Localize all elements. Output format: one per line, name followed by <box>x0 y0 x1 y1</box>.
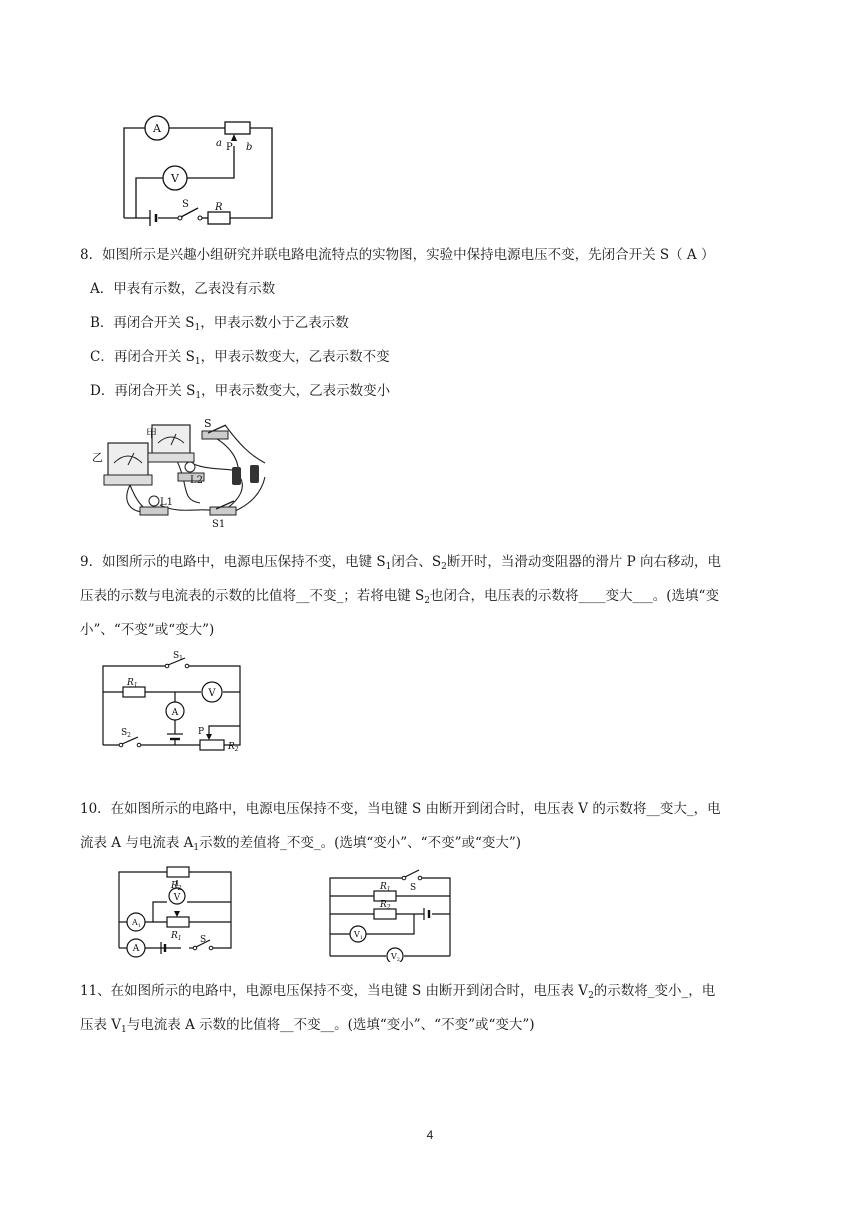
q8-stem: 8．如图所示是兴趣小组研究并联电路电流特点的实物图，实验中保持电源电压不变，先闭合开关 S（ A ） <box>80 247 715 263</box>
slider-end-b-label: b <box>246 142 253 153</box>
ammeter-label: A <box>171 708 179 718</box>
r2-label: $R_2$ <box>228 742 239 752</box>
ammeter-a1-label: $A_1$ <box>132 918 141 929</box>
q10-right-circuit-figure <box>324 862 454 962</box>
slider-p-label: P <box>226 142 233 153</box>
voltmeter-v1-label: $V_1$ <box>354 930 363 941</box>
q8-option-a: A．甲表有示数，乙表没有示数 <box>90 281 276 297</box>
page-number: 4 <box>426 1128 434 1142</box>
s2-label: $S_2$ <box>121 728 131 739</box>
switch-s-label: S <box>204 417 212 430</box>
bulb-l2-label: L2 <box>190 475 204 486</box>
meter-yi-label: 乙 <box>92 451 103 464</box>
r2-label: $R_2$ <box>171 881 182 892</box>
r1-label: $R_1$ <box>127 678 138 689</box>
q9-circuit-figure <box>95 648 255 752</box>
slider-p-label: P <box>198 727 205 737</box>
q9-line-1: 9．如图所示的电路中，电源电压保持不变，电键 $S_1$闭合、$S_2$断开时，当滑动变阻器的滑片 P 向右移动，电 <box>80 554 722 572</box>
switch-s1-label: S1 <box>212 519 226 527</box>
q8-physical-circuit-figure <box>90 415 280 527</box>
voltmeter-label: V <box>173 893 181 903</box>
q10-line-2: 流表 A 与电流表 $A_1$示数的差值将_不变_。(选填“变小”、“不变”或“变大”) <box>80 835 522 853</box>
r2-label: $R_2$ <box>380 900 391 911</box>
ammeter-a-label: A <box>132 944 140 954</box>
r1-label: $R_1$ <box>380 882 391 893</box>
voltmeter-v2-label: $V_2$ <box>391 952 400 962</box>
resistor-label: R <box>215 202 223 213</box>
voltmeter-label: V <box>208 688 216 699</box>
switch-s-label: S <box>410 883 417 893</box>
q8-option-d: D．再闭合开关 $S_1$，甲表示数变大，乙表示数变小 <box>90 383 391 401</box>
ammeter-label: A <box>153 122 161 135</box>
bulb-l1-label: L1 <box>160 497 174 508</box>
voltmeter-label: V <box>171 172 179 185</box>
switch-s-label: S <box>200 935 207 945</box>
s1-label: $S_1$ <box>173 651 183 662</box>
q10-line-1: 10．在如图所示的电路中，电源电压保持不变，当电键 S 由断开到闭合时，电压表 V 的示数将__变大_，电 <box>80 801 721 817</box>
q9-line-2: 压表的示数与电流表的示数的比值将__不变_；若将电键 $S_2$也闭合，电压表的示数将____变大___。(选填“变 <box>80 588 719 606</box>
q10-left-circuit-figure <box>113 862 239 962</box>
q8-option-c: C．再闭合开关 $S_1$，甲表示数变大，乙表示数不变 <box>90 349 390 367</box>
switch-label: S <box>182 199 189 210</box>
r1-label: $R_1$ <box>171 931 182 942</box>
q11-line-2: 压表 $V_1$与电流表 A 示数的比值将__不变__。(选填“变小”、“不变”或“变大”) <box>80 1017 535 1035</box>
q11-line-1: 11、在如图所示的电路中，电源电压保持不变，当电键 S 由断开到闭合时，电压表 $V_2$的示数将_变小_，电 <box>80 983 716 1001</box>
slider-end-a-label: a <box>216 138 222 149</box>
q7-circuit-figure <box>110 110 290 230</box>
q8-option-b: B．再闭合开关 $S_1$，甲表示数小于乙表示数 <box>90 315 349 333</box>
q9-line-3: 小”、“不变”或“变大”) <box>80 622 215 638</box>
meter-jia-label: 甲 <box>146 427 157 440</box>
